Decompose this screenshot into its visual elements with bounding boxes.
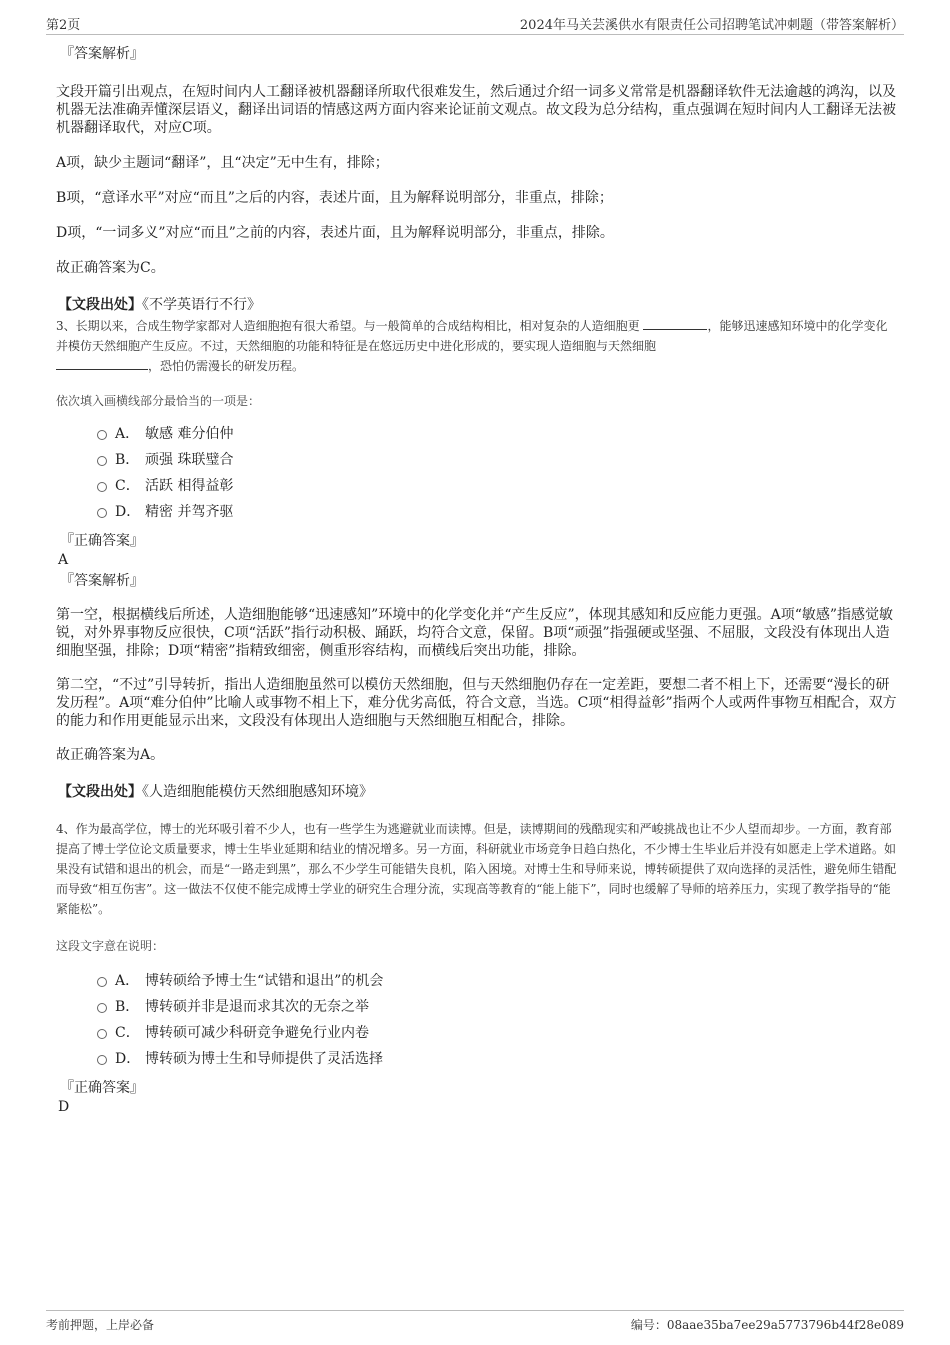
q3-options	[56, 421, 898, 525]
q4-option-c[interactable]: C． 博转硕可减少科研竞争避免行业内卷	[56, 1020, 898, 1046]
q3-option-d[interactable]: D． 精密 并驾齐驱	[56, 499, 898, 525]
q3-option-c[interactable]: C． 活跃 相得益彰	[56, 473, 898, 499]
q3-blank-2	[56, 357, 148, 370]
q3-text-part3: ，恐怕仍需漫长的研发历程。	[148, 359, 305, 373]
q4-option-a[interactable]: A． 博转硕给予博士生“试错和退出”的机会	[56, 968, 898, 994]
q3-prompt: 依次填入画横线部分最恰当的一项是：	[56, 394, 261, 408]
q3-option-a[interactable]: A． 敏感 难分伯仲	[56, 421, 898, 447]
q2-analysis-title: 『答案解析』	[60, 46, 144, 62]
radio-button-icon[interactable]	[97, 1003, 107, 1013]
q3-blank-1	[643, 317, 707, 330]
radio-button-icon[interactable]	[97, 1055, 107, 1065]
radio-button-icon[interactable]	[97, 1029, 107, 1039]
q2-source-text: 《不学英语行不行》	[142, 297, 261, 313]
q3-correct-title: 『正确答案』	[60, 533, 144, 549]
q3-analysis-paragraph-1: 第一空，根据横线后所述，人造细胞能够“迅速感知”环境中的化学变化并“产生反应”，体现其感知和反应能力更强。A项“敏感”指感觉敏锐，对外界事物反应很快，C项“活跃”指行动积极、踊跃，均符合文意，保留。B项“顽强”指强硬或坚强、不屈服，文段没有体现出人造细胞坚强，排除；D项“精密”指精致细密，侧重形容结构，而横线后突出功能，排除。	[56, 607, 894, 659]
q3-section	[56, 316, 898, 801]
q4-section	[56, 819, 898, 1116]
q3-analysis-title: 『答案解析』	[60, 573, 144, 589]
q3-correct-answer: A	[58, 552, 69, 568]
q3-source-label: 【文段出处】	[58, 784, 142, 800]
q4-options	[56, 968, 898, 1072]
q2-analysis-option-b: B项，“意译水平”对应“而且”之后的内容，表述片面，且为解释说明部分，非重点，排除；	[56, 190, 613, 206]
q2-conclusion: 故正确答案为C。	[56, 260, 165, 276]
q4-correct-title: 『正确答案』	[60, 1080, 144, 1096]
q3-text-part1: 3、长期以来，合成生物学家都对人造细胞抱有很大希望。与一般简单的合成结构相比，相对复杂的人造细胞更	[56, 319, 640, 333]
radio-button-icon[interactable]	[97, 977, 107, 987]
q3-question-text	[56, 316, 898, 376]
q3-source-text: 《人造细胞能模仿天然细胞感知环境》	[142, 784, 373, 800]
q4-option-d[interactable]: D． 博转硕为博士生和导师提供了灵活选择	[56, 1046, 898, 1072]
page-footer	[46, 1310, 904, 1339]
q2-source-label: 【文段出处】	[58, 297, 142, 313]
q2-analysis-option-a: A项，缺少主题词“翻译”，且“决定”无中生有，排除；	[56, 155, 389, 171]
q3-source	[58, 783, 898, 801]
q4-correct-answer: D	[58, 1099, 70, 1115]
q2-source	[58, 296, 898, 314]
q4-option-b[interactable]: B． 博转硕并非是退而求其次的无奈之举	[56, 994, 898, 1020]
q4-prompt: 这段文字意在说明：	[56, 939, 165, 953]
radio-button-icon[interactable]	[97, 508, 107, 518]
q4-question-text: 4、作为最高学位，博士的光环吸引着不少人，也有一些学生为逃避就业而读博。但是，读博期间的残酷现实和严峻挑战也让不少人望而却步。一方面，教育部提高了博士学位论文质量要求，博士生毕业延期和结业的情况增多。另一方面，科研就业市场竞争日趋白热化，不少博士生毕业后并没有如愿走上学术道路。如果没有试错和退出的机会，而是“一路走到黑”，那么不少学生可能错失良机，陷入困境。对博士生和导师来说，博转硕提供了双向选择的灵活性，避免师生错配而导致“相互伤害”。这一做法不仅使不能完成博士学业的研究生合理分流，实现高等教育的“能上能下”，同时也缓解了导师的培养压力，实现了教学指导的“能紧能松”。	[56, 822, 897, 916]
q3-analysis-paragraph-2: 第二空，“不过”引导转折，指出人造细胞虽然可以模仿天然细胞，但与天然细胞仍存在一定差距，要想二者不相上下，还需要“漫长的研发历程”。A项“难分伯仲”比喻人或事物不相上下，难分优劣高低，符合文意，当选。C项“相得益彰”指两个人或两件事物互相配合，双方的能力和作用更能显示出来，文段没有体现出人造细胞与天然细胞互相配合，排除。	[56, 677, 897, 729]
radio-button-icon[interactable]	[97, 482, 107, 492]
document-title: 2024年马关芸溪供水有限责任公司招聘笔试冲刺题（带答案解析）	[519, 18, 904, 33]
q2-analysis-paragraph: 文段开篇引出观点，在短时间内人工翻译被机器翻译所取代很难发生，然后通过介绍一词多义常常是机器翻译软件无法逾越的鸿沟，以及机器无法准确弄懂深层语义，翻译出词语的情感这两方面内容来论证前文观点。故文段为总分结构，重点强调在短时间内人工翻译无法被机器翻译取代，对应C项。	[56, 84, 896, 136]
q2-analysis-section	[56, 44, 898, 314]
footer-document-id: 编号：08aae35ba7ee29a5773796b44f28e089	[630, 1318, 904, 1332]
radio-button-icon[interactable]	[97, 456, 107, 466]
q3-option-b[interactable]: B． 顽强 珠联璧合	[56, 447, 898, 473]
q3-conclusion: 故正确答案为A。	[56, 747, 165, 763]
page-content	[56, 44, 898, 1116]
page-number: 第2页	[46, 18, 81, 33]
footer-slogan: 考前押题，上岸必备	[46, 1318, 155, 1332]
page-header	[46, 14, 904, 35]
q2-analysis-option-d: D项，“一词多义”对应“而且”之前的内容，表述片面，且为解释说明部分，非重点，排除。	[56, 225, 614, 241]
radio-button-icon[interactable]	[97, 430, 107, 440]
q3-text-part2: ，能够迅速感知环境中的化学变化并模仿天然细胞产生反应。不过，天然细胞的功能和特征是在悠远历史中进化形成的，要实现人造细胞与天然细胞	[56, 319, 888, 353]
